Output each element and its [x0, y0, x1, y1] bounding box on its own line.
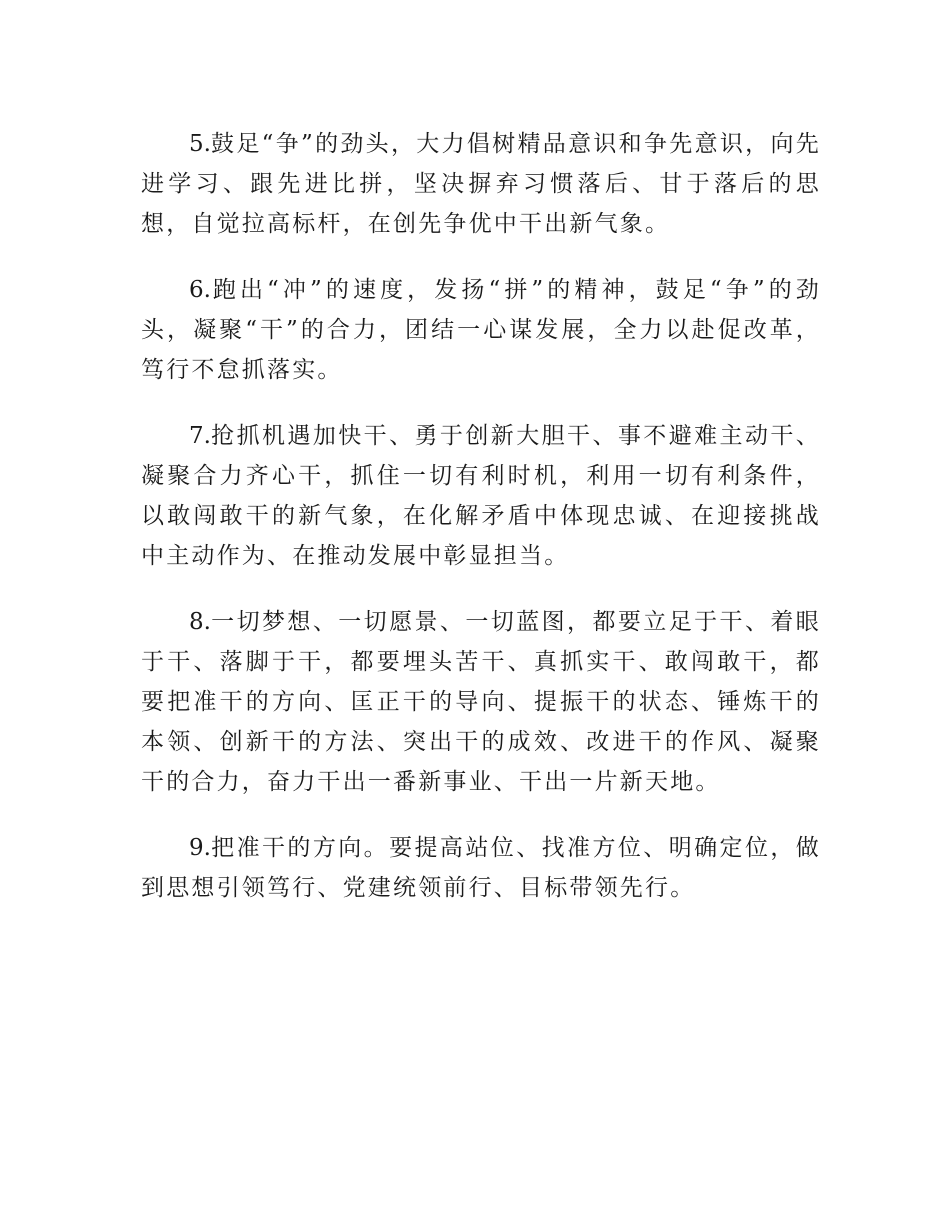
paragraph-text: 跑出“冲”的速度，发扬“拼”的精神，鼓足“争”的劲头，凝聚“干”的合力，团结一心谋发展，全力以赴促改革，笃行不怠抓落实。 — [141, 277, 821, 383]
paragraph-text: 抢抓机遇加快干、勇于创新大胆干、事不避难主动干、凝聚合力齐心干，抓住一切有利时机，利用一切有利条件，以敢闯敢干的新气象，在化解矛盾中体现忠诚、在迎接挑战中主动作为、在推动发展中彰显担当。 — [141, 423, 821, 569]
document-page — [141, 124, 821, 934]
paragraph-number: 6. — [189, 277, 211, 303]
paragraph-5 — [141, 124, 821, 244]
paragraph-number: 5. — [189, 131, 211, 157]
paragraph-6 — [141, 270, 821, 390]
paragraph-text: 把准干的方向。要提高站位、找准方位、明确定位，做到思想引领笃行、党建统领前行、目标带领先行。 — [141, 835, 821, 901]
paragraph-9 — [141, 828, 821, 908]
paragraph-number: 9. — [189, 835, 211, 861]
paragraph-text: 鼓足“争”的劲头，大力倡树精品意识和争先意识，向先进学习、跟先进比拼，坚决摒弃习惯落后、甘于落后的思想，自觉拉高标杆，在创先争优中干出新气象。 — [141, 131, 821, 237]
paragraph-number: 7. — [189, 423, 211, 449]
paragraph-7 — [141, 416, 821, 576]
paragraph-number: 8. — [189, 609, 211, 635]
paragraph-8 — [141, 602, 821, 802]
paragraph-text: 一切梦想、一切愿景、一切蓝图，都要立足于干、着眼于干、落脚于干，都要埋头苦干、真抓实干、敢闯敢干，都要把准干的方向、匡正干的导向、提振干的状态、锤炼干的本领、创新干的方法、突出干的成效、改进干的作风、凝聚干的合力，奋力干出一番新事业、干出一片新天地。 — [141, 609, 821, 795]
